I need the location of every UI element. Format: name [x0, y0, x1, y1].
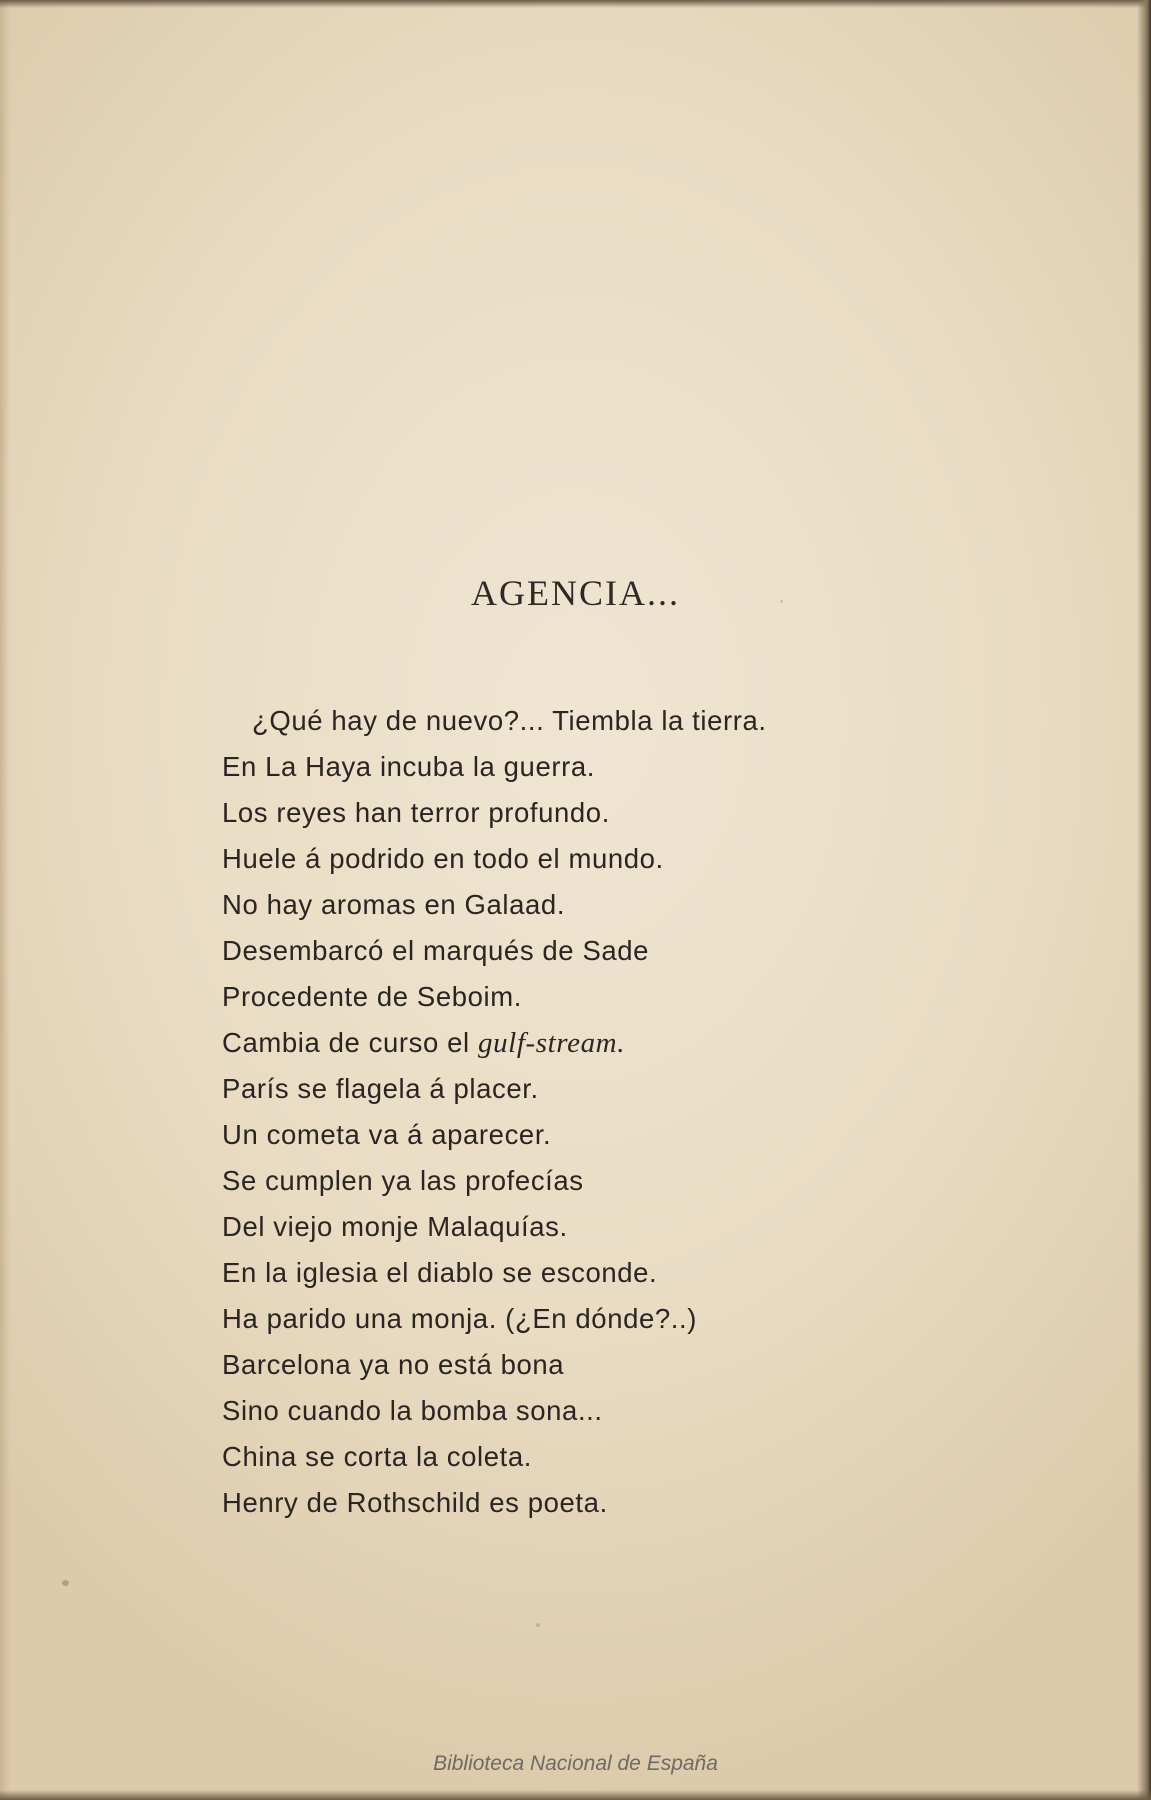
poem-line: Se cumplen ya las profecías — [222, 1165, 584, 1196]
poem-body — [222, 698, 1102, 1526]
poem-line — [222, 1020, 1102, 1066]
poem-line: Huele á podrido en todo el mundo. — [222, 843, 664, 874]
poem-line: En La Haya incuba la guerra. — [222, 751, 595, 782]
poem-line: No hay aromas en Galaad. — [222, 889, 566, 920]
poem-line-italic: gulf-stream. — [477, 1027, 626, 1059]
poem-line: Desembarcó el marqués de Sade — [222, 935, 650, 966]
page-right-edge — [1137, 0, 1151, 1800]
poem-line: Ha parido una monja. (¿En dónde?..) — [222, 1303, 698, 1334]
poem-line: En la iglesia el diablo se esconde. — [222, 1257, 658, 1288]
poem-line: Sino cuando la bomba sona... — [222, 1395, 603, 1426]
paper-speck — [536, 1623, 540, 1627]
page-bottom-edge — [0, 1790, 1151, 1800]
poem-line-text: Cambia de curso el — [222, 1027, 470, 1058]
paper-speck — [62, 1580, 69, 1586]
poem-title: AGENCIA... — [471, 573, 680, 613]
poem-line: París se flagela á placer. — [222, 1073, 539, 1104]
poem-line: Del viejo monje Malaquías. — [222, 1211, 568, 1242]
poem-line: Henry de Rothschild es poeta. — [222, 1487, 608, 1518]
poem-line: Los reyes han terror profundo. — [222, 797, 610, 828]
page-left-edge — [0, 0, 10, 1800]
library-watermark: Biblioteca Nacional de España — [433, 1752, 718, 1775]
poem-line: Un cometa va á aparecer. — [222, 1119, 552, 1150]
poem-line: China se corta la coleta. — [222, 1441, 533, 1472]
page-top-edge — [0, 0, 1151, 8]
poem-line: Barcelona ya no está bona — [222, 1349, 565, 1380]
poem-line: ¿Qué hay de nuevo?... Tiembla la tierra. — [252, 705, 767, 736]
poem-line: Procedente de Seboim. — [222, 981, 523, 1012]
